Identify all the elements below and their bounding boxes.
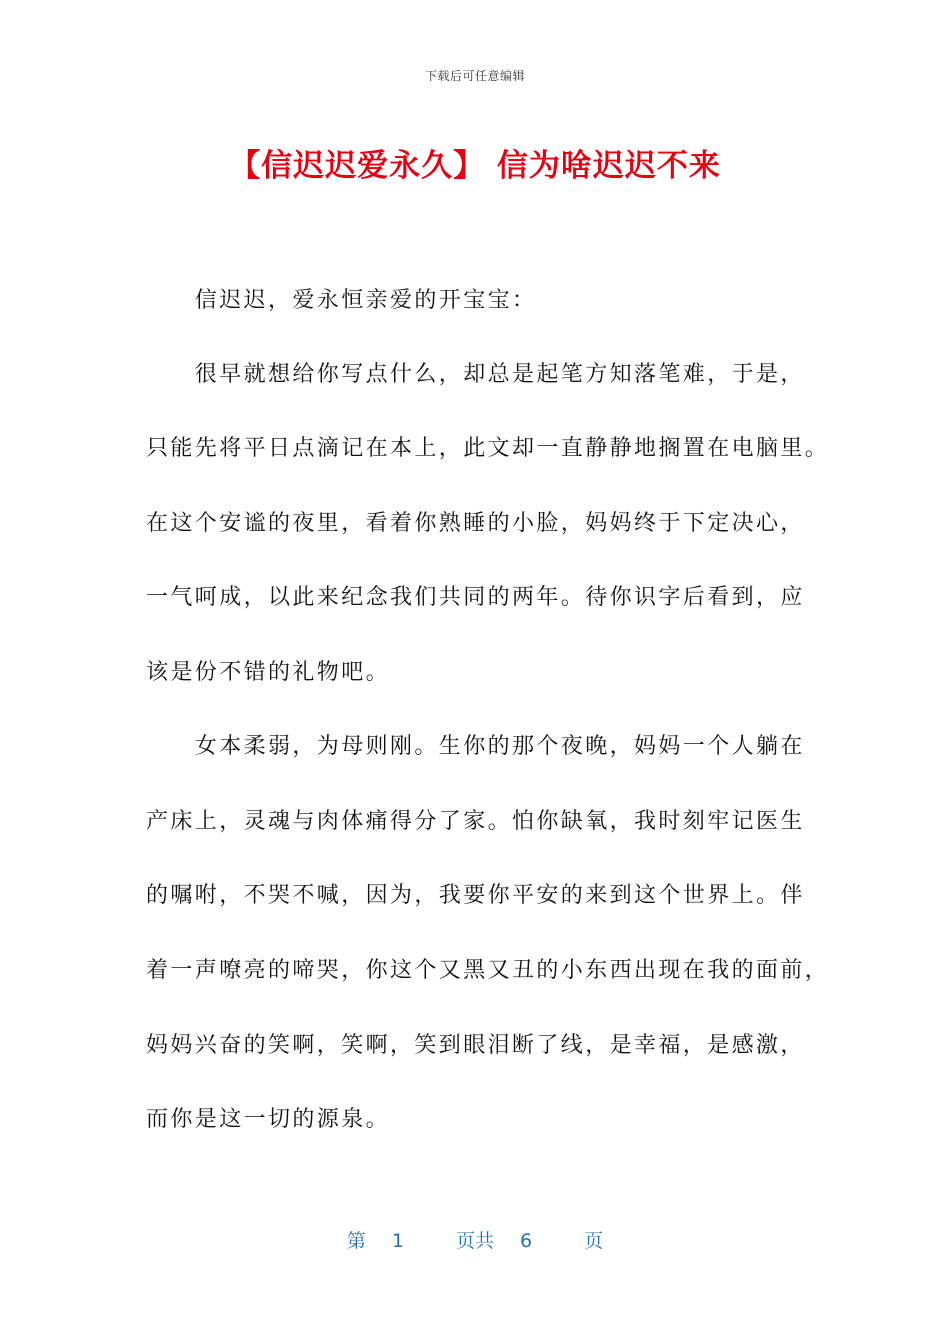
page-label-mid: 页共 xyxy=(455,1230,494,1252)
body-line: 一气呵成，以此来纪念我们共同的两年。待你识字后看到，应 xyxy=(146,585,805,610)
page-footer xyxy=(0,1226,950,1253)
body-line: 很早就想给你写点什么，却总是起笔方知落笔难，于是， xyxy=(146,362,805,387)
page-header-note: 下载后可任意编辑 xyxy=(424,69,525,83)
body-line: 着一声嘹亮的啼哭，你这个又黑又丑的小东西出现在我的面前， xyxy=(146,958,830,983)
body-line: 女本柔弱，为母则刚。生你的那个夜晚，妈妈一个人躺在 xyxy=(146,734,805,759)
page-label-suffix: 页 xyxy=(584,1230,604,1252)
body-line: 的嘱咐，不哭不喊，因为，我要你平安的来到这个世界上。伴 xyxy=(146,883,805,908)
page-total-number: 6 xyxy=(520,1230,533,1252)
document-title: 【信迟迟爱永久】 信为啥迟迟不来 xyxy=(229,148,721,184)
body-line: 产床上，灵魂与肉体痛得分了家。怕你缺氧，我时刻牢记医生 xyxy=(146,809,805,834)
page-label-prefix: 第 xyxy=(346,1230,366,1252)
body-line: 而你是这一切的源泉。 xyxy=(146,1107,391,1132)
body-line: 只能先将平日点滴记在本上，此文却一直静静地搁置在电脑里。 xyxy=(146,436,830,461)
page-current-number: 1 xyxy=(391,1230,404,1252)
body-line: 妈妈兴奋的笑啊，笑啊，笑到眼泪断了线，是幸福，是感激， xyxy=(146,1033,805,1058)
body-line: 在这个安谧的夜里，看着你熟睡的小脸，妈妈终于下定决心， xyxy=(146,511,805,536)
body-line: 信迟迟，爱永恒亲爱的开宝宝： xyxy=(146,288,537,313)
body-line: 该是份不错的礼物吧。 xyxy=(146,660,391,685)
